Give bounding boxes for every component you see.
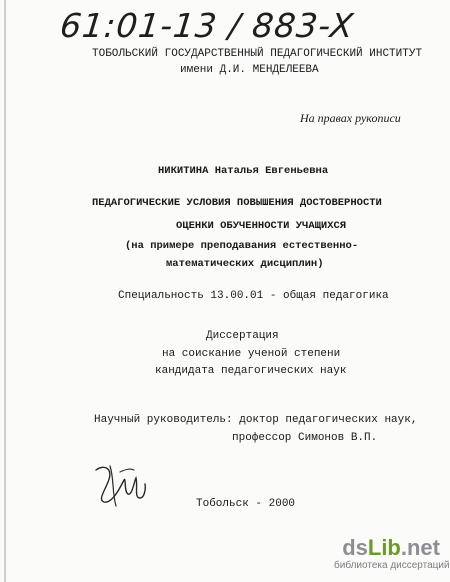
place-and-year: Тобольск - 2000 bbox=[196, 498, 296, 510]
handwritten-signature bbox=[90, 458, 150, 510]
title-line-3: (на примере преподавания естественно- bbox=[125, 240, 359, 252]
dslib-logo: dsLib.net bbox=[342, 535, 440, 560]
institute-named-after: имени Д.И. МЕНДЕЛЕЕВА bbox=[180, 64, 319, 76]
supervisor-line-1: Научный руководитель: доктор педагогических наук, bbox=[94, 414, 418, 426]
dissertation-line-2: на соискание ученой степени bbox=[162, 348, 341, 360]
handwritten-archive-stamp: 61:01-13 / 883-X bbox=[58, 6, 356, 45]
title-line-4: математических дисциплин) bbox=[166, 258, 324, 270]
author-name: НИКИТИНА Наталья Евгеньевна bbox=[158, 165, 329, 177]
dissertation-line-3: кандидата педагогических наук bbox=[155, 365, 347, 377]
page-edge bbox=[4, 0, 6, 582]
rights-note: На правах рукописи bbox=[300, 111, 401, 125]
specialty: Специальность 13.00.01 - общая педагогика bbox=[118, 290, 389, 302]
dslib-watermark bbox=[334, 535, 450, 572]
dslib-subtitle: библиотека диссертаций bbox=[334, 560, 450, 571]
institute-name: ТОБОЛЬСКИЙ ГОСУДАРСТВЕННЫЙ ПЕДАГОГИЧЕСКИЙ ИНСТИТУТ bbox=[92, 48, 423, 60]
title-line-1: ПЕДАГОГИЧЕСКИЕ УСЛОВИЯ ПОВЫШЕНИЯ ДОСТОВЕРНОСТИ bbox=[92, 197, 382, 209]
dissertation-line-1: Диссертация bbox=[206, 330, 279, 342]
supervisor-line-2: профессор Симонов В.П. bbox=[232, 432, 378, 444]
title-line-2: ОЦЕНКИ ОБУЧЕННОСТИ УЧАЩИХСЯ bbox=[176, 220, 347, 232]
